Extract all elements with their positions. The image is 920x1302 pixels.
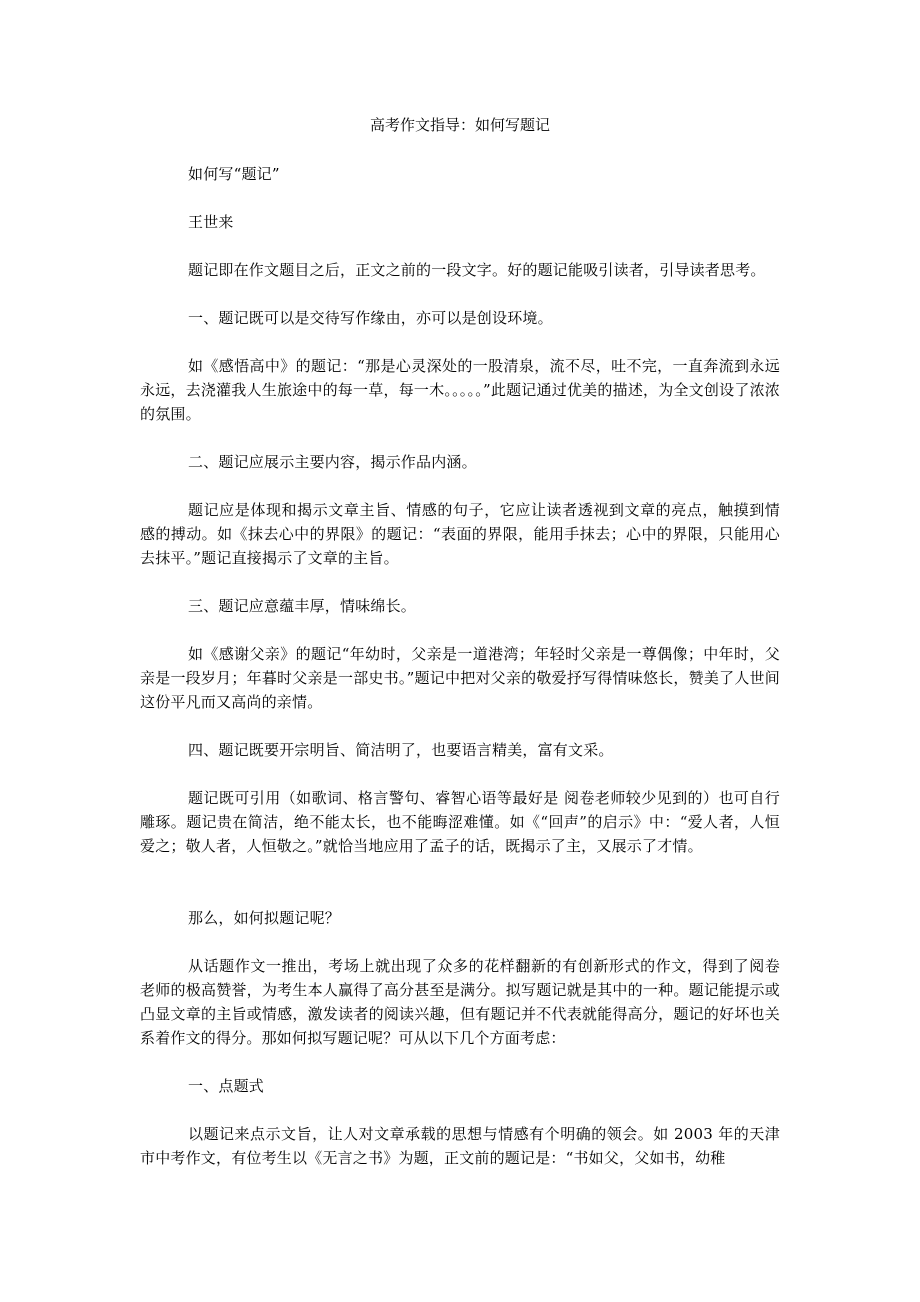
paragraph-discussion: 从话题作文一推出，考场上就出现了众多的花样翻新的有创新形式的作文，得到了阅卷老师的极高赞誉，为考生本人赢得了高分甚至是满分。拟写题记就是其中的一种。题记能提示或凸显文章的主旨或情感，激发读者的阅读兴趣，但有题记并不代表就能得高分，题记的好坏也关系着作文的得分。那如何拟写题记呢？可从以下几个方面考虑：	[140, 957, 780, 1047]
paragraph-example-1: 如《感悟高中》的题记：“那是心灵深处的一股清泉，流不尽，吐不完，一直奔流到永远永远，去浇灌我人生旅途中的每一草，每一木。。。。。”此题记通过优美的描述，为全文创设了浓浓的氛围。	[140, 357, 780, 423]
section-heading-2: 二、题记应展示主要内容，揭示作品内涵。	[188, 453, 477, 471]
paragraph-example-4: 题记既可引用（如歌词、格言警句、睿智心语等最好是 阅卷老师较少见到的）也可自行雕琢。题记贵在简洁，绝不能太长，也不能晦涩难懂。如《“回声”的启示》中：“爱人者，人恒爱之；敬人者，人恒敬之。”就恰当地应用了孟子的话，既揭示了主，又展示了才情。	[140, 789, 780, 855]
section-heading-1: 一、题记既可以是交待写作缘由，亦可以是创设环境。	[188, 309, 553, 327]
section-heading-4: 四、题记既要开宗明旨、简洁明了，也要语言精美，富有文采。	[188, 741, 614, 759]
paragraph-intro: 题记即在作文题目之后，正文之前的一段文字。好的题记能吸引读者，引导读者思考。	[188, 261, 766, 279]
page-title: 高考作文指导：如何写题记	[369, 116, 550, 134]
question-heading: 那么，如何拟题记呢？	[188, 909, 341, 927]
paragraph-example-3: 如《感谢父亲》的题记“年幼时，父亲是一道港湾；年轻时父亲是一尊偶像；中年时，父亲是一段岁月；年暮时父亲是一部史书。”题记中把对父亲的敬爱抒写得情味悠长，赞美了人世间这份平凡而又高尚的亲情。	[140, 645, 780, 711]
method-heading-1: 一、点题式	[188, 1077, 265, 1095]
section-heading-3: 三、题记应意蕴丰厚，情味绵长。	[188, 597, 417, 615]
paragraph-method-1: 以题记来点示文旨，让人对文章承载的思想与情感有个明确的领会。如 2003 年的天津市中考作文，有位考生以《无言之书》为题，正文前的题记是：“书如父，父如书，幼稚	[140, 1125, 780, 1167]
author-name: 王世来	[188, 213, 234, 231]
subtitle: 如何写“题记”	[188, 165, 280, 183]
paragraph-example-2: 题记应是体现和揭示文章主旨、情感的句子，它应让读者透视到文章的亮点，触摸到情感的搏动。如《抹去心中的界限》的题记：“表面的界限，能用手抹去；心中的界限，只能用心去抹平。”题记直接揭示了文章的主旨。	[140, 501, 780, 567]
